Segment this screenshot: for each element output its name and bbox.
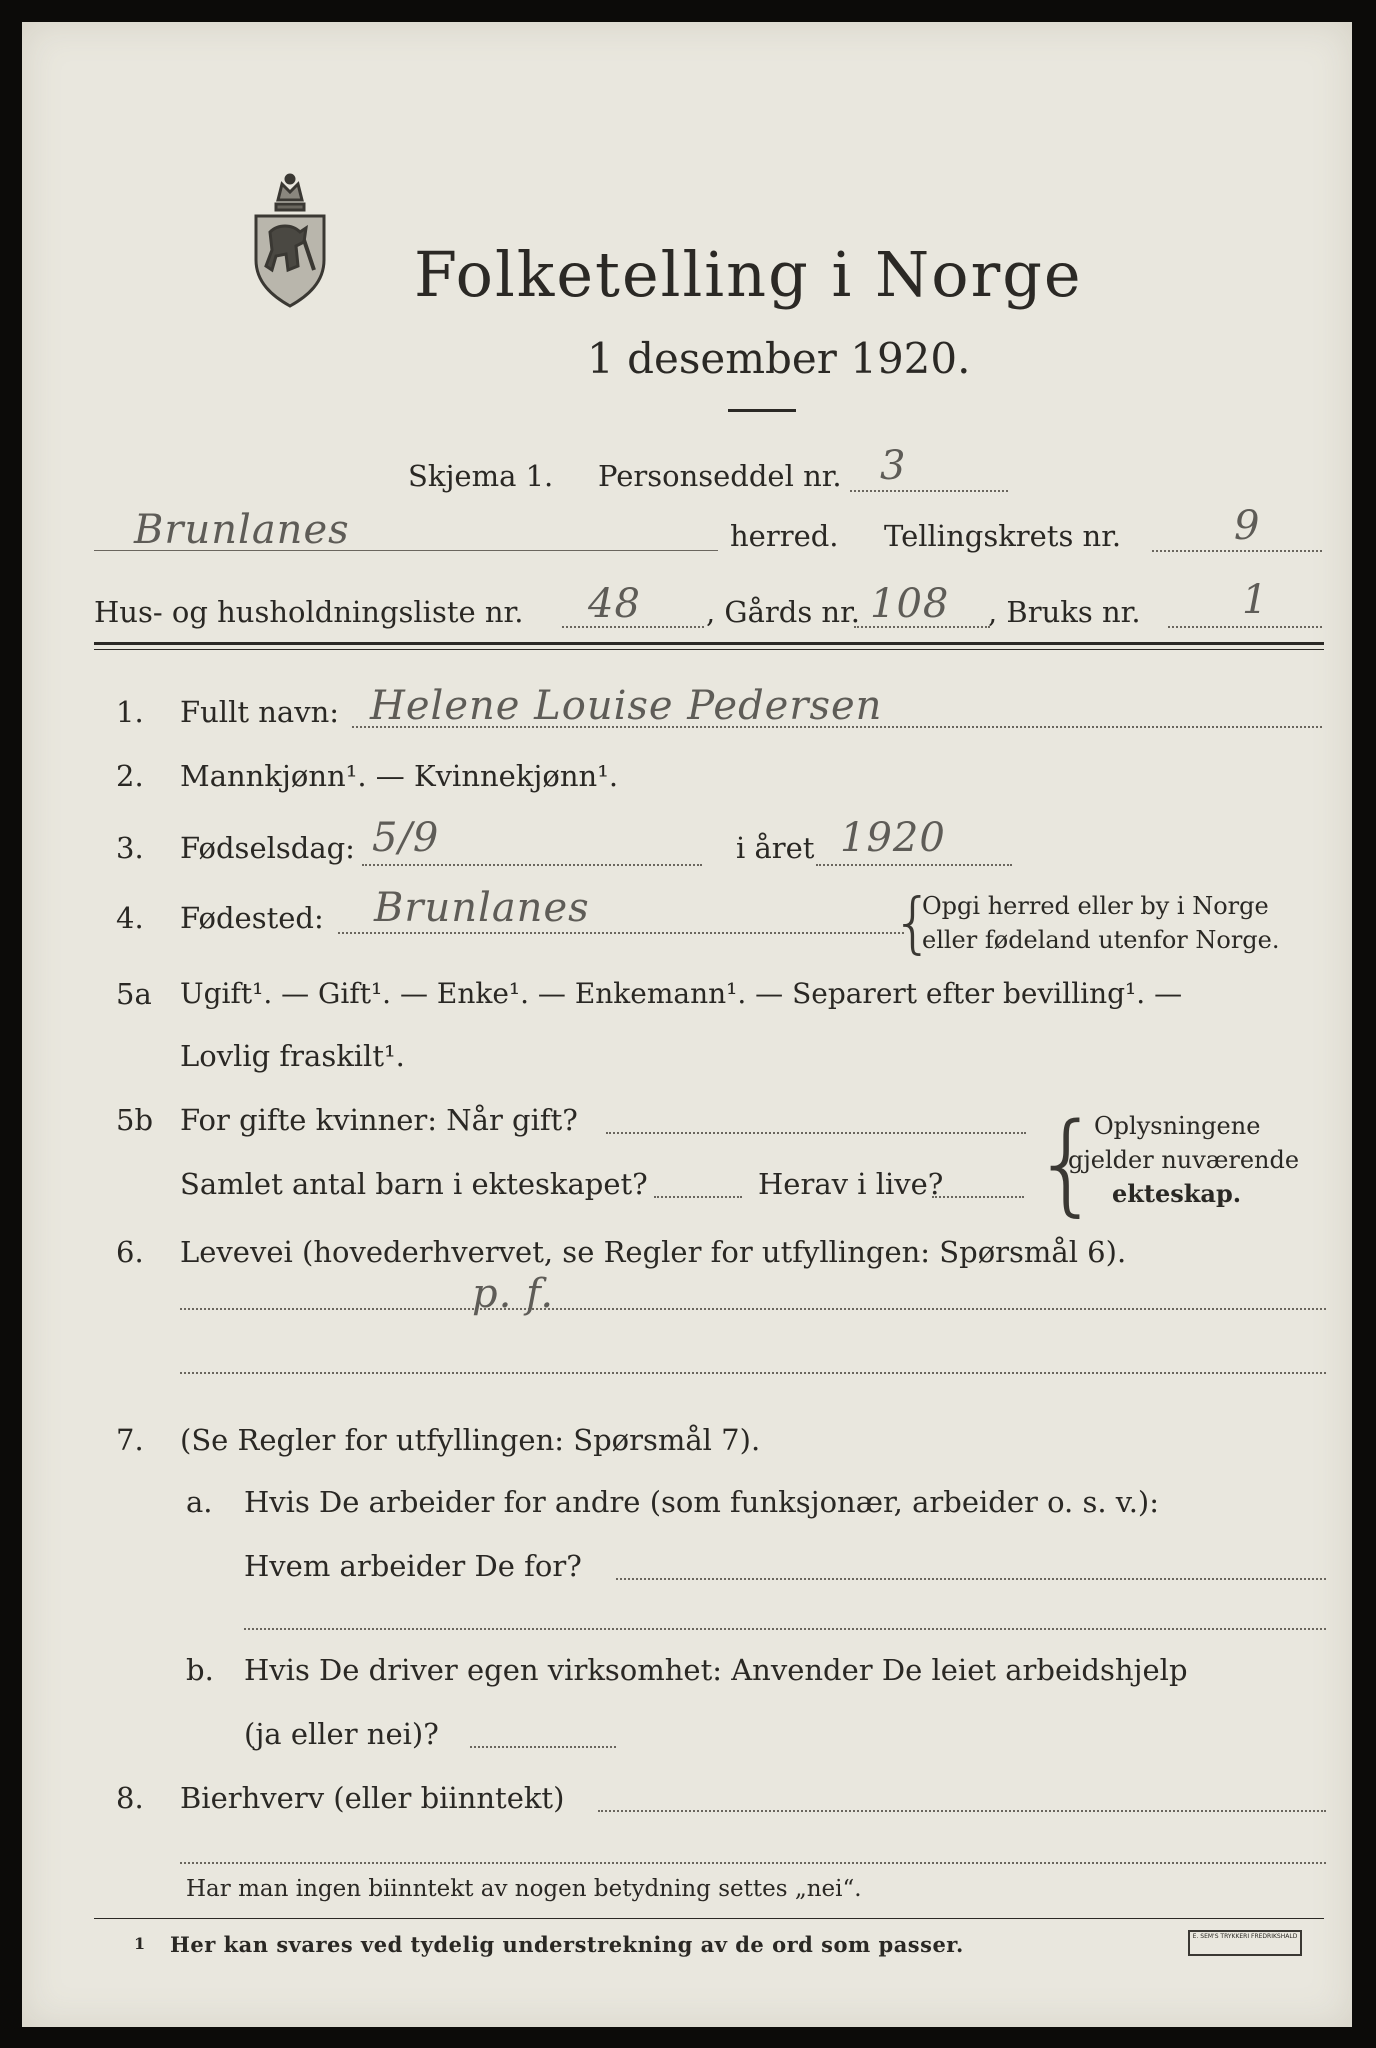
- header-rule-thin: [94, 649, 1324, 650]
- q7b-line1: Hvis De driver egen virksomhet: Anvender De leiet arbeidshjelp: [244, 1653, 1188, 1687]
- personseddel-label: Personseddel nr.: [598, 459, 842, 493]
- husliste-label: Hus- og husholdningsliste nr.: [94, 595, 524, 629]
- sex-options[interactable]: Mannkjønn¹. — Kvinnekjønn¹.: [180, 759, 619, 793]
- q7-label: (Se Regler for utfyllingen: Spørsmål 7).: [180, 1423, 761, 1457]
- q4-brace: {: [892, 884, 934, 961]
- year-label: i året: [736, 831, 815, 865]
- schema-label: Skjema 1.: [408, 459, 554, 493]
- gards-value: 108: [870, 581, 950, 627]
- q7a-line1: Hvis De arbeider for andre (som funksjonær, arbeider o. s. v.):: [244, 1485, 1160, 1519]
- footnote-marker: 1: [134, 1934, 146, 1953]
- header-rule-thick: [94, 642, 1324, 645]
- printer-stamp: E. SEM'S TRYKKERI FREDRIKSHALD: [1188, 1930, 1302, 1956]
- q1-number: 1.: [116, 695, 144, 729]
- q4-number: 4.: [116, 901, 144, 935]
- q5a-number: 5a: [116, 977, 152, 1011]
- children-alive-field[interactable]: [932, 1196, 1024, 1198]
- q7a-line2: Hvem arbeider De for?: [244, 1549, 582, 1583]
- q4-note-line2: eller fødeland utenfor Norge.: [922, 926, 1280, 954]
- title-divider: [728, 409, 796, 412]
- bruks-value: 1: [1242, 577, 1269, 623]
- q4-note-line1: Opgi herred eller by i Norge: [922, 892, 1269, 920]
- norwegian-coat-of-arms: [248, 170, 332, 310]
- q3-number: 3.: [116, 831, 144, 865]
- marriage-date-field[interactable]: [606, 1132, 1026, 1134]
- q7b-line2: (ja eller nei)?: [244, 1717, 439, 1751]
- side-income-field[interactable]: [598, 1810, 1326, 1812]
- marital-status-options[interactable]: Ugift¹. — Gift¹. — Enke¹. — Enkemann¹. — Separert efter bevilling¹. —: [180, 977, 1183, 1010]
- q1-label: Fullt navn:: [180, 695, 340, 729]
- children-count-field[interactable]: [654, 1196, 742, 1198]
- personseddel-field[interactable]: [850, 490, 1008, 492]
- hired-help-field[interactable]: [470, 1746, 616, 1748]
- husliste-value: 48: [588, 581, 641, 627]
- q5b-note-line2: gjelder nuværende: [1068, 1146, 1300, 1174]
- footer-rule: [94, 1918, 1324, 1919]
- occupation-field[interactable]: [180, 1308, 1326, 1310]
- q2-number: 2.: [116, 759, 144, 793]
- footnote-text: Her kan svares ved tydelig understrekning av de ord som passer.: [170, 1932, 964, 1957]
- q5b-brace: {: [1032, 1099, 1102, 1227]
- form-title: Folketelling i Norge: [414, 238, 1083, 311]
- occupation-value: p. f.: [472, 1271, 555, 1317]
- q4-label: Fødested:: [180, 901, 324, 935]
- herred-label: herred.: [730, 519, 839, 553]
- q5b-note-line1: Oplysningene: [1094, 1112, 1261, 1140]
- q5b-children-label: Samlet antal barn i ekteskapet?: [180, 1167, 648, 1201]
- birth-year-field[interactable]: [816, 864, 1012, 866]
- q7a-letter: a.: [186, 1485, 213, 1519]
- tellingskrets-value: 9: [1234, 503, 1261, 549]
- birth-year-value: 1920: [840, 815, 946, 861]
- employer-field-2[interactable]: [244, 1628, 1326, 1630]
- q8-note: Har man ingen biinntekt av nogen betydning settes „nei“.: [186, 1876, 862, 1902]
- birthplace-value: Brunlanes: [374, 885, 590, 931]
- tellingskrets-field[interactable]: [1152, 550, 1322, 552]
- birthplace-field[interactable]: [338, 932, 904, 934]
- employer-field[interactable]: [616, 1578, 1326, 1580]
- herred-value: Brunlanes: [134, 507, 350, 553]
- q8-label: Bierhverv (eller biinntekt): [180, 1781, 565, 1815]
- marital-status-options-cont[interactable]: Lovlig fraskilt¹.: [180, 1039, 405, 1073]
- tellingskrets-label: Tellingskrets nr.: [884, 519, 1122, 553]
- personseddel-value: 3: [880, 443, 907, 489]
- q7-number: 7.: [116, 1423, 144, 1457]
- birthdate-field[interactable]: [362, 864, 702, 866]
- q8-number: 8.: [116, 1781, 144, 1815]
- q5b-note-line3: ekteskap.: [1112, 1179, 1242, 1208]
- full-name-value: Helene Louise Pedersen: [370, 683, 883, 729]
- q5b-alive-label: Herav i live?: [758, 1167, 944, 1201]
- q6-number: 6.: [116, 1235, 144, 1269]
- side-income-field-2[interactable]: [180, 1862, 1326, 1864]
- census-date: 1 desember 1920.: [587, 334, 971, 383]
- q5b-number: 5b: [116, 1103, 154, 1137]
- census-form: [22, 22, 1352, 2027]
- q3-label: Fødselsdag:: [180, 831, 355, 865]
- bruks-field[interactable]: [1168, 626, 1322, 628]
- occupation-field-2[interactable]: [180, 1372, 1326, 1374]
- q5b-line1: For gifte kvinner: Når gift?: [180, 1103, 578, 1137]
- q6-label: Levevei (hovederhvervet, se Regler for utfyllingen: Spørsmål 6).: [180, 1235, 1127, 1269]
- bruks-label: , Bruks nr.: [988, 595, 1141, 629]
- gards-label: , Gårds nr.: [706, 595, 860, 629]
- q7b-letter: b.: [186, 1653, 214, 1687]
- birthdate-value: 5/9: [372, 815, 440, 861]
